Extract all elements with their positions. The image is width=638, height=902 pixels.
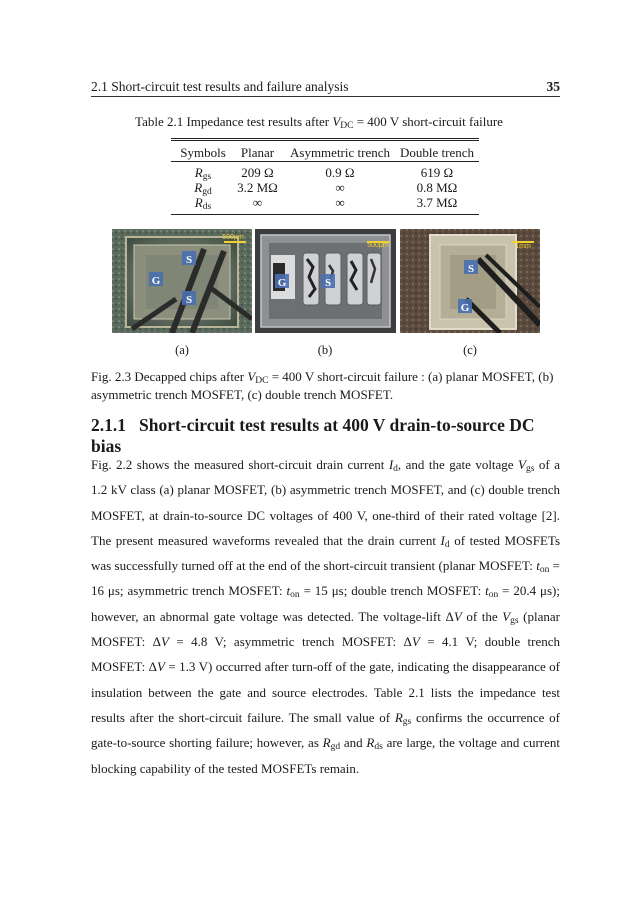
table-cell: 0.9 Ω: [325, 165, 355, 180]
photo-planar-mosfet: [112, 229, 252, 333]
running-head: 2.1 Short-circuit test results and failure analysis: [91, 79, 349, 94]
label-s: S: [185, 294, 193, 306]
table-cell: 3.2 MΩ: [237, 180, 278, 195]
figure-caption: Fig. 2.3 Decapped chips after $V_{DC} = 400$ V short-circuit failure : (a) planar MOSFET, (b) asymmetric trench MOSFET, (c) double trench MOSFET.: [91, 369, 554, 402]
photo-asymmetric-trench-mosfet: [255, 229, 396, 333]
table-rule-top: [171, 138, 479, 139]
label-s: S: [467, 263, 475, 275]
scale-label: 500μm: [367, 242, 389, 249]
subfigure-label-b: (b): [317, 343, 333, 357]
table-header-double: Double trench: [399, 145, 474, 160]
page-number: 35: [546, 79, 560, 94]
table-header-planar: Planar: [240, 145, 275, 160]
subfigure-label-a: (a): [175, 343, 189, 357]
scale-label: 1mm: [515, 243, 531, 250]
label-g: G: [151, 275, 161, 287]
table-header-asymmetric: Asymmetric trench: [290, 145, 390, 160]
table-header-symbols: Symbols: [180, 145, 226, 160]
table-caption: Table 2.1 Impedance test results after $V_{DC} = 400$ V short-circuit failure: [135, 114, 503, 131]
body-paragraph: Fig. 2.2 shows the measured short-circuit drain current $I_d$, and the gate voltage $V_{gs}$ of a 1.2 kV class (a) planar MOSFET, (b) asymmetric trench MOSFET, and (c) double trench MOSFET, at drain-to-source DC voltages of 400 V, one-third of their rated voltage [2]. The present measured waveforms revealed that the drain current $I_d$ of tested MOSFETs was successfully turned off at the end of the short-circuit transient (planar MOSFET: $t_{on} = 16$ μs; asymmetric trench MOSFET: $t_{on} = 15$ μs; double trench MOSFET: $t_{on} = 20.4$ μs); however, an abnormal gate voltage was detected. The voltage-lift ΔV of the $V_{gs}$ (planar MOSFET: ΔV = 4.8 V; asymmetric trench MOSFET: ΔV = 4.1 V; double trench MOSFET: ΔV = 1.3 V) occurred after turn-off of the gate, indicating the disappearance of insulation between the gate and source electrodes. Table 2.1 lists the impedance test results after the short-circuit failure. The small value of $R_{gs}$ confirms the occurrence of gate-to-source shorting failure; however, as $R_{gd}$ and $R_{ds}$ are large, the voltage and current blocking capability of the tested MOSFETs remain.: [91, 457, 561, 776]
header-rule: [91, 96, 560, 97]
label-s: S: [324, 277, 332, 289]
section-heading: [91, 415, 560, 457]
table-rule-header: [171, 161, 479, 162]
table-rule-bottom: [171, 214, 479, 215]
table-cell: ∞: [335, 180, 345, 195]
section-title: Short-circuit test results at 400 V drain-to-source DC bias: [91, 415, 535, 456]
label-g: G: [277, 277, 287, 289]
table-cell: 0.8 MΩ: [416, 180, 458, 195]
scale-bar: [224, 241, 246, 243]
table-cell-symbol: $R_{gd}$: [194, 180, 212, 197]
subfigure-label-c: (c): [463, 343, 477, 357]
table-cell: 209 Ω: [241, 165, 274, 180]
table-cell: ∞: [252, 195, 263, 210]
table-cell: 3.7 MΩ: [416, 195, 458, 210]
table-cell-symbol: $R_{gs}$: [194, 165, 212, 182]
table-cell-symbol: $R_{ds}$: [194, 195, 212, 212]
section-number: 2.1.1: [91, 415, 126, 435]
table-rule-top-double: [171, 140, 479, 141]
label-g: G: [460, 302, 470, 314]
photo-double-trench-mosfet: [400, 229, 540, 333]
table-cell: 619 Ω: [420, 165, 454, 180]
table-cell: ∞: [335, 195, 345, 210]
label-s: S: [185, 254, 193, 266]
scale-label: 500μm: [222, 234, 244, 241]
